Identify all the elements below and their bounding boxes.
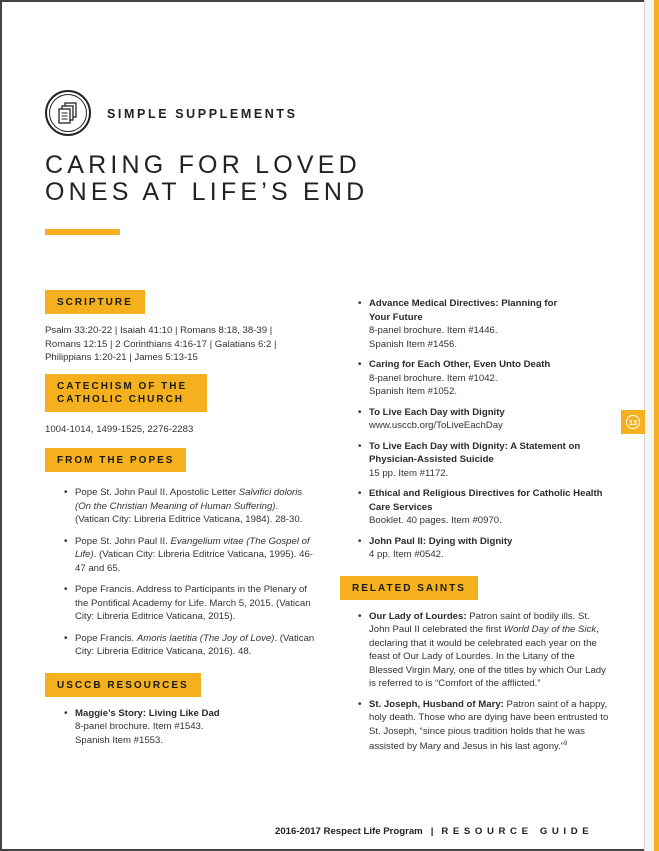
list-item: • Ethical and Religious Directives for Catholic Health Care Services Booklet. 40 pages. Item #0970.	[340, 487, 610, 528]
saints-heading: RELATED SAINTS	[340, 576, 478, 600]
list-item: • Advance Medical Directives: Planning for Your Future 8-panel brochure. Item #1446. Spanish Item #1456.	[340, 297, 610, 351]
saints-list	[340, 610, 610, 754]
list-item: • Pope St. John Paul II. Evangelium vitae (The Gospel of Life). (Vatican City: Libreria Editrice Vaticana, 1995). 46-47 and 65.	[45, 535, 315, 576]
popes-heading: FROM THE POPES	[45, 448, 186, 472]
list-item: • Maggie’s Story: Living Like Dad 8-panel brochure. Item #1543. Spanish Item #1553.	[45, 707, 315, 748]
title-line-1: CARING FOR LOVED	[45, 151, 361, 179]
scripture-line-2: Romans 12:15 | 2 Corinthians 4:16-17 | Galatians 6:2 |	[45, 338, 277, 350]
usccb-list-left	[45, 707, 315, 748]
usccb-list-right	[340, 297, 610, 562]
list-item: • Caring for Each Other, Even Unto Death 8-panel brochure. Item #1042. Spanish Item #1052.	[340, 358, 610, 399]
footnote-marker: 9	[564, 741, 568, 747]
accent-bar	[654, 0, 659, 851]
catechism-heading-line-1: CATECHISM OF THE	[57, 380, 188, 392]
footer-separator: |	[430, 826, 434, 837]
page-number-badge	[621, 410, 645, 434]
title-line-2: ONES AT LIFE’S END	[45, 178, 369, 206]
catechism-heading	[45, 374, 207, 412]
resource-link[interactable]: www.usccb.org/ToLiveEachDay	[369, 420, 503, 431]
list-item: • To Live Each Day with Dignity www.usccb.org/ToLiveEachDay	[340, 406, 610, 433]
list-item: • Our Lady of Lourdes: Patron saint of bodily ills. St. John Paul II celebrated the first World Day of the Sick, declaring that it would be celebrated each year on the feast of Our Lady of Lourdes. In the Litany of the Blessed Virgin Mary, one of the titles by which Our Lady is referred to is “Comfort of the afflicted.”	[340, 610, 610, 691]
list-item: • To Live Each Day with Dignity: A Statement on Physician-Assisted Suicide 15 pp. Item #1172.	[340, 440, 610, 481]
page-title	[45, 152, 368, 206]
list-item: • Pope Francis. Address to Participants in the Plenary of the Pontifical Academy for Life. March 5, 2015. (Vatican City: Libreria Editrice Vaticana, 2015).	[45, 583, 315, 624]
list-item: • Pope Francis. Amoris laetitia (The Joy of Love). (Vatican City: Libreria Editrice Vaticana, 2016). 48.	[45, 632, 315, 659]
scripture-refs	[45, 324, 315, 365]
left-column	[45, 290, 315, 747]
page-number: 13	[626, 415, 640, 429]
usccb-heading: USCCB RESOURCES	[45, 673, 201, 697]
logo-badge	[45, 90, 91, 136]
series-label: SIMPLE SUPPLEMENTS	[107, 107, 298, 121]
scripture-line-1: Psalm 33:20-22 | Isaiah 41:10 | Romans 8:18, 38-39 |	[45, 325, 273, 336]
footer-guide: RESOURCE GUIDE	[441, 826, 594, 837]
footer	[275, 826, 593, 837]
catechism-heading-line-2: CATHOLIC CHURCH	[57, 393, 185, 405]
documents-icon	[58, 102, 78, 124]
right-column	[340, 297, 610, 754]
page-edge	[644, 0, 654, 851]
scripture-heading: SCRIPTURE	[45, 290, 145, 314]
popes-list	[45, 486, 315, 659]
footer-program: 2016-2017 Respect Life Program	[275, 826, 423, 837]
title-underline	[45, 229, 120, 235]
scripture-line-3: Philippians 1:20-21 | James 5:13-15	[45, 352, 198, 363]
list-item: • Pope St. John Paul II. Apostolic Letter Salvifici doloris (On the Christian Meaning of Human Suffering). (Vatican City: Libreria Editrice Vaticana, 1984). 28-30.	[45, 486, 315, 527]
catechism-refs: 1004-1014, 1499-1525, 2276-2283	[45, 423, 194, 435]
list-item: • St. Joseph, Husband of Mary: Patron saint of a happy, holy death. Those who are dying have been entrusted to St. Joseph, “since pious tradition holds that he was assisted by Mary and Jesus in his last agony.”$^9$	[340, 698, 610, 754]
list-item: • John Paul II: Dying with Dignity 4 pp. Item #0542.	[340, 535, 610, 562]
